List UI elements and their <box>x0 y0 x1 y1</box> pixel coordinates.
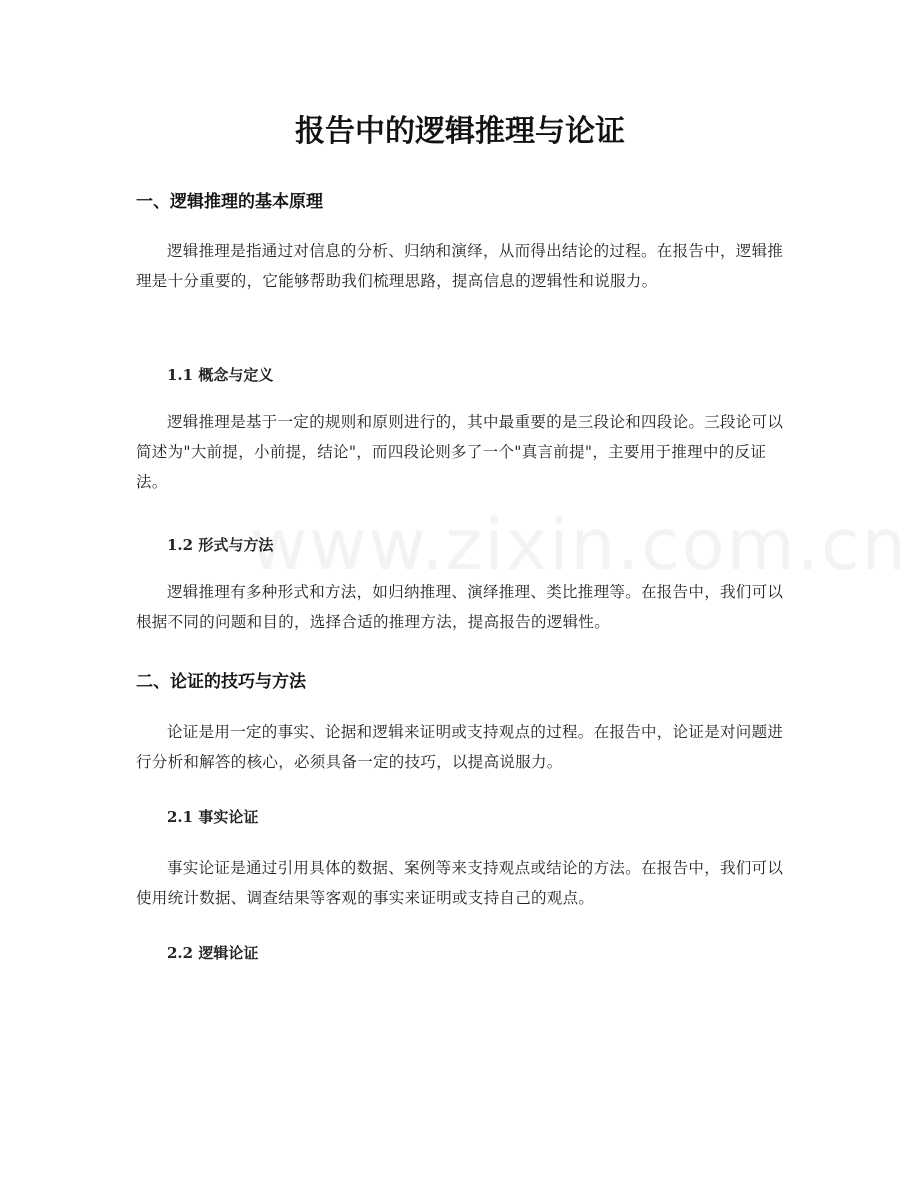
section-1-heading: 一、逻辑推理的基本原理 <box>136 192 323 212</box>
subsection-1-2-body: 逻辑推理有多种形式和方法，如归纳推理、演绎推理、类比推理等。在报告中，我们可以根据不同的问题和目的，选择合适的推理方法，提高报告的逻辑性。 <box>136 583 784 631</box>
subsection-1-2-heading: 1.2 形式与方法 <box>167 536 274 554</box>
subsection-1-1-heading: 1.1 概念与定义 <box>167 366 274 384</box>
page-title: 报告中的逻辑推理与论证 <box>295 114 625 149</box>
subsection-1-1-body: 逻辑推理是基于一定的规则和原则进行的，其中最重要的是三段论和四段论。三段论可以简述为"大前提，小前提，结论"，而四段论则多了一个"真言前提"，主要用于推理中的反证法。 <box>136 413 784 491</box>
subsection-2-2-heading: 2.2 逻辑论证 <box>167 944 259 962</box>
section-2-intro: 论证是用一定的事实、论据和逻辑来证明或支持观点的过程。在报告中，论证是对问题进行分析和解答的核心，必须具备一定的技巧，以提高说服力。 <box>136 723 784 771</box>
subsection-2-1-body: 事实论证是通过引用具体的数据、案例等来支持观点或结论的方法。在报告中，我们可以使用统计数据、调查结果等客观的事实来证明或支持自己的观点。 <box>136 859 784 907</box>
section-1-intro: 逻辑推理是指通过对信息的分析、归纳和演绎，从而得出结论的过程。在报告中，逻辑推理是十分重要的，它能够帮助我们梳理思路，提高信息的逻辑性和说服力。 <box>136 242 784 290</box>
subsection-2-1-heading: 2.1 事实论证 <box>167 808 259 826</box>
watermark: www.zixin.com.cn <box>250 504 908 586</box>
section-2-heading: 二、论证的技巧与方法 <box>136 672 306 692</box>
